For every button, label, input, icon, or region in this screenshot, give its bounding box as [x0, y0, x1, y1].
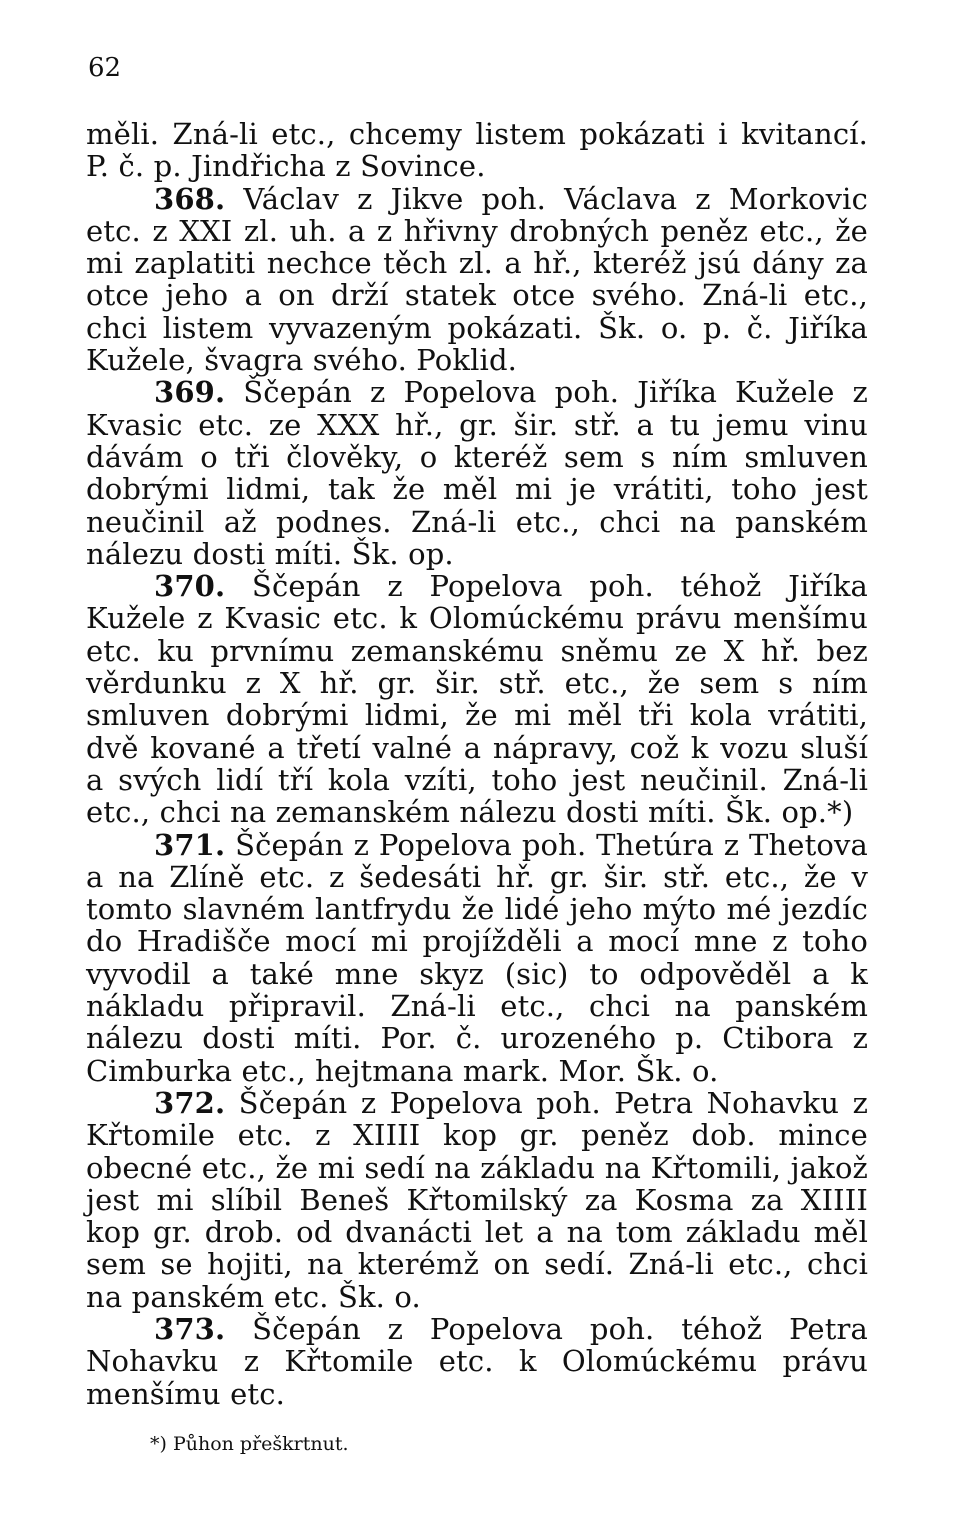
- entry-text: Václav z Jikve poh. Václava z Morkovic etc. z XXI zl. uh. a z hřivny drobných peněz etc., že mi zaplatiti nechce těch zl. a hř., kteréž jsú dány za otce jeho a on drží statek otce svého. Zná-li etc., chci listem vyvazeným pokázati. Šk. o. p. č. Jiříka Kužele, švagra svého. Poklid.: [86, 181, 868, 378]
- entry-text: Ščepán z Popelova poh. Jiříka Kužele z Kvasic etc. ze XXX hř., gr. šir. stř. a tu jemu vinu dávám o tři člověky, o kteréž sem s ním smluven dobrými lidmi, tak že měl mi je vrátiti, toho jest neučinil až podnes. Zná-li etc., chci na panském nálezu dosti míti. Šk. op.: [86, 375, 868, 571]
- entry-number: 371.: [154, 827, 226, 862]
- entry-text: Ščepán z Popelova poh. téhož Jiříka Kužele z Kvasic etc. k Olomúckému právu menšímu etc. ku prvnímu zemanskému sněmu ze X hř. bez věrdunku z X hř. gr. šir. stř. etc., že sem s ním smluven dobrými lidmi, že mi měl tři kola vrátiti, dvě kované a třetí valné a nápravy, což k vozu sluší a svých lidí tří kola vzíti, toho jest neučinil. Zná-li etc., chci na zemanském nálezu dosti míti. Šk. op.*): [86, 569, 868, 830]
- entry-number: 372.: [154, 1085, 226, 1120]
- entry-370: [86, 570, 868, 828]
- entry-number: 368.: [154, 181, 226, 216]
- entry-372: [86, 1087, 868, 1313]
- paragraph-text: měli. Zná-li etc., chcemy listem pokázati i kvitancí. P. č. p. Jindřicha z Sovince.: [86, 117, 868, 184]
- paragraph-intro: [86, 118, 868, 183]
- entry-371: [86, 829, 868, 1087]
- entry-368: [86, 183, 868, 377]
- entry-text: Ščepán z Popelova poh. Thetúra z Thetova a na Zlíně etc. z šedesáti hř. gr. šir. stř. etc., že v tomto slavném lantfrydu že lidé jeho mýto mé jezdíc do Hradišče mocí mi projížděli a mocí mne z toho vyvodil a také mne skyz (sic) to odpověděl a k nákladu připravil. Zná-li etc., chci na panském nálezu dosti míti. Por. č. urozeného p. Ctibora z Cimburka etc., hejtmana mark. Mor. Šk. o.: [86, 827, 868, 1088]
- entry-369: [86, 376, 868, 570]
- entry-text: Ščepán z Popelova poh. téhož Petra Nohavku z Křtomile etc. k Olomúckému právu menšímu etc.: [86, 1311, 868, 1411]
- entry-text: Ščepán z Popelova poh. Petra Nohavku z Křtomile etc. z XIIII kop gr. peněz dob. mince obecné etc., že mi sedí na základu na Křtomili, jakož jest mi slíbil Beneš Křtomilský za Kosma za XIIII kop gr. drob. od dvanácti let a na tom základu měl sem se hojiti, na kterémž on sedí. Zná-li etc., chci na panském etc. Šk. o.: [86, 1085, 868, 1314]
- footnote: *) Půhon přeškrtnut.: [150, 1433, 349, 1455]
- entry-number: 373.: [154, 1311, 226, 1346]
- entry-number: 369.: [154, 375, 226, 410]
- body-text: [86, 118, 868, 1410]
- page-number: 62: [88, 53, 122, 83]
- entry-373: [86, 1313, 868, 1410]
- entry-number: 370.: [154, 569, 226, 604]
